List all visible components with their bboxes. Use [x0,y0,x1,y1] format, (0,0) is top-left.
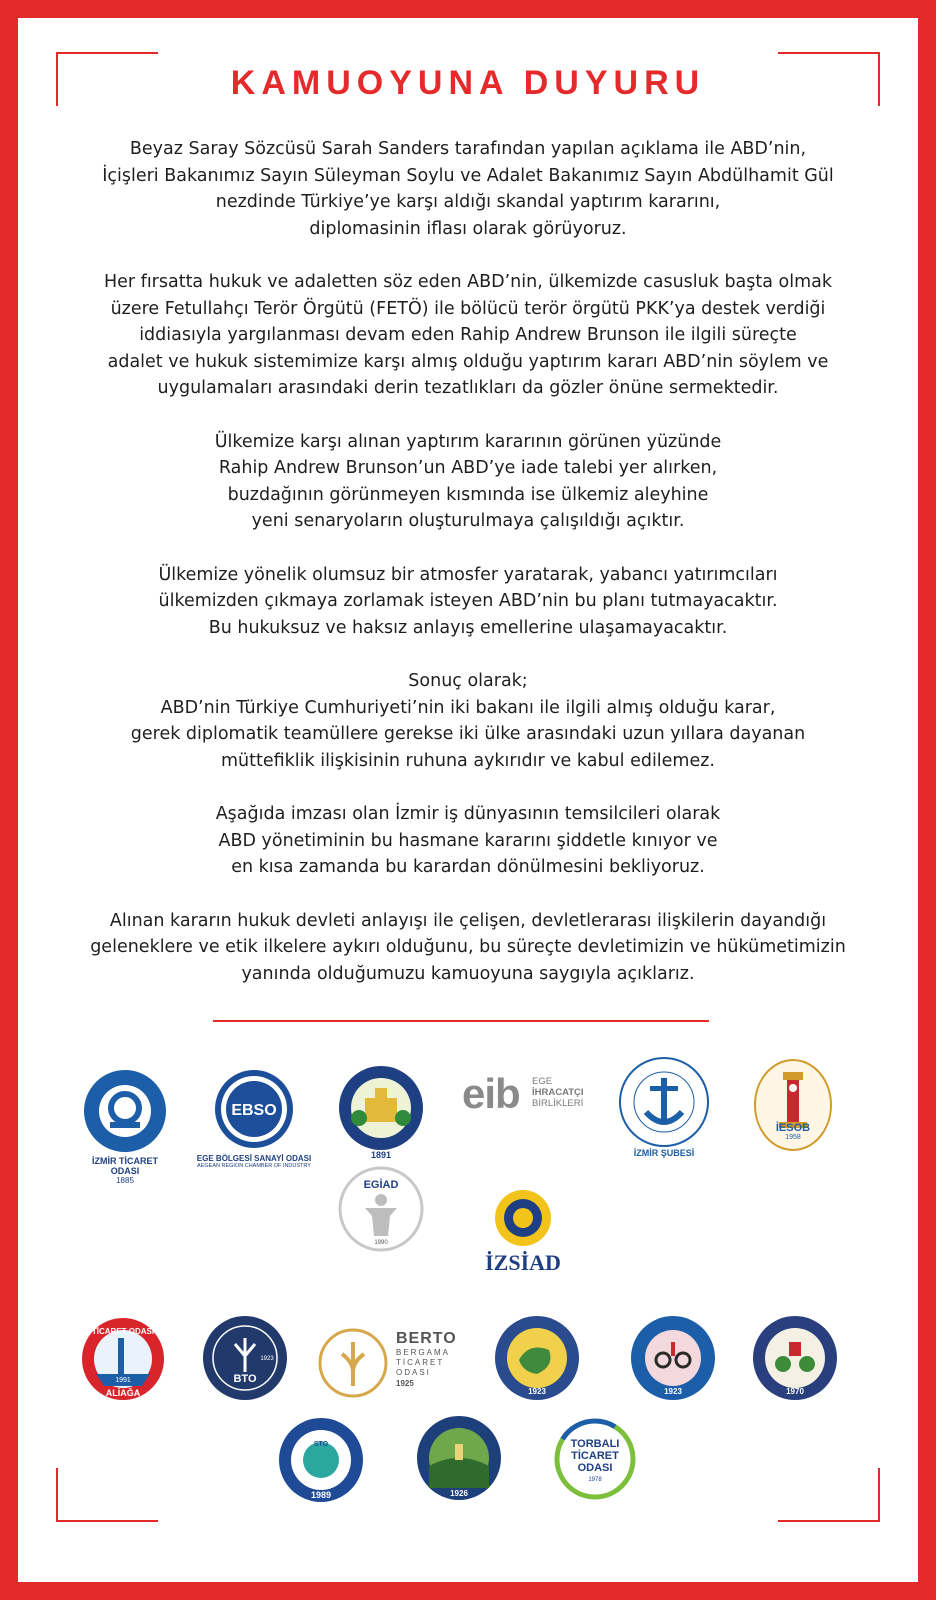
text-line: buzdağının görünmeyen kısmında ise ülkemiz aleyhine [227,484,709,505]
text-line: gerek diplomatik teamüllere gerekse iki ülke arasındaki uzun yıllara dayanan [130,724,806,744]
berto-line: TİCARET [396,1358,445,1367]
logo-caption-en: AEGEAN REGION CHAMBER OF INDUSTRY [197,1163,311,1169]
egiad-logo [336,1166,426,1252]
berto-line: ODASI [396,1368,431,1377]
berto-wheat-icon [318,1328,388,1398]
text-line: ABD’nin Türkiye Cumhuriyeti’nin iki bakanı ile ilgili almış olduğu karar, [160,697,776,718]
ebso-logo [192,1068,316,1169]
text-line: Ülkemize yönelik olumsuz bir atmosfer yaratarak, yabancı yatırımcıları [158,564,778,585]
paragraph [78,908,858,988]
logo-year: 1923 [528,1387,546,1396]
izmir-ticaret-odasi-logo [80,1068,170,1185]
text-line: Her fırsatta hukuk ve adaletten söz eden ABD’nin, ülkemizde casusluk başta olmak [103,272,833,292]
bayindir-emblem-icon [201,1314,289,1402]
text-line: iddiasıyla yargılanması devam eden Rahip Andrew Brunson ile ilgili süreçte [139,325,797,345]
logo-year: 1926 [450,1489,468,1498]
text-line: müttefiklik ilişkisinin ruhuna aykırıdır ve kabul edilemez. [221,750,715,771]
logo-branch: İZMİR ŞUBESİ [633,1148,695,1158]
selcuk-emblem-icon [277,1416,365,1504]
selcuk-ticaret-odasi-logo [276,1416,366,1504]
text-line: en kısa zamanda bu karardan dönülmesini bekliyoruz. [231,857,705,877]
aliaga-emblem-icon [80,1316,166,1402]
egiad-abbr: EGİAD [363,1179,399,1191]
aliaga-name: TİCARET ODASI [91,1327,155,1336]
logo-year: 1958 [785,1134,801,1141]
logo-year: 1970 [786,1387,804,1396]
text-line: Bu hukuksuz ve haksız anlayış emellerine ulaşamayacaktır. [208,617,728,638]
eib-line: İHRACATÇI [532,1087,584,1098]
logo-caption: İZMİR TİCARET ODASI [92,1156,158,1176]
izmir-ticaret-borsasi-emblem-icon [337,1064,425,1152]
aliaga-place: ALİAĞA [105,1388,141,1398]
logo-year: 1991 [115,1377,131,1384]
imeak-deniz-ticaret-odasi-logo [614,1056,714,1158]
berto-line: BERGAMA [396,1348,451,1357]
text-line: Sonuç olarak; [408,671,528,691]
text-line: üzere Fetullahçı Terör Örgütü (FETÖ) ile bölücü terör örgütü PKK’ya destek verdiği [110,298,826,319]
text-line: Aşağıda imzası olan İzmir iş dünyasının temsilcileri olarak [215,804,721,824]
logo-year: 1923 [664,1387,682,1396]
eib-text [532,1076,584,1109]
paragraph [78,668,858,774]
text-line: Beyaz Saray Sözcüsü Sarah Sanders tarafından yapılan açıklama ile ABD’nin, [129,139,807,159]
odemis-oda-emblem-icon [629,1314,717,1402]
berto-logo [318,1328,468,1398]
text-line: uygulamaları arasındaki derin tezatlıkları da gözler önüne sermektedir. [157,378,779,398]
text-line: yanında olduğumuzu kamuoyuna saygıyla açıklarız. [241,963,695,984]
egiad-figure-icon [338,1166,424,1252]
text-line: İçişleri Bakanımız Sayın Süleyman Soylu ve Adalet Bakanımız Sayın Abdülhamit Gül [102,165,834,186]
text-line: Rahip Andrew Brunson’un ABD’ye iade talebi yer alırken, [218,458,718,478]
paragraph [78,136,858,242]
paragraph [78,429,858,535]
text-line: Alınan kararın hukuk devleti anlayışı ile çelişen, devletlerarası ilişkilerin dayandığı [109,910,827,931]
logo-caption: EGE BÖLGESİ SANAYİ ODASI [196,1154,312,1163]
announcement-body [78,136,858,1014]
paragraph [78,801,858,881]
torbali-text [550,1438,640,1486]
eib-line: BİRLİKLERİ [532,1098,584,1109]
torbali-line: TİCARET [571,1450,619,1462]
logo-year: 1978 [588,1477,602,1483]
ebso-gear-icon [213,1068,295,1150]
menemen-ticaret-odasi-logo [492,1314,582,1402]
section-divider [213,1020,709,1022]
text-line: geleneklere ve etik ilkelere aykırı olduğunu, bu süreçte devletimizin ve hükümetimizin [90,937,846,957]
torbali-line: TORBALI [570,1438,620,1450]
text-line: ülkemizden çıkmaya zorlamak isteyen ABD’nin bu planı tutmayacaktır. [158,591,778,611]
bto-abbr: BTO [233,1373,257,1385]
eib-line: EGE [532,1076,553,1087]
berto-text [396,1330,457,1390]
izsiad-sun-gear-icon [493,1188,553,1248]
text-line: diplomasinin iflası olarak görüyoruz. [309,218,627,239]
logo-year: 1990 [374,1240,388,1246]
iesob-abbr: İESOB [775,1122,811,1134]
text-line: nezdinde Türkiye’ye karşı aldığı skandal yaptırım kararını, [215,192,721,212]
torbali-line: ODASI [577,1462,613,1474]
ebso-abbr: EBSO [231,1102,277,1119]
text-line: Ülkemize karşı alınan yaptırım kararının görünen yüzünde [214,431,722,452]
odemis-ticaret-borsasi-logo [750,1314,840,1402]
izsiad-logo [480,1188,566,1276]
eib-abbr: eib [462,1070,520,1117]
bayindir-ticaret-odasi-logo [200,1314,290,1402]
anchor-emblem-icon [618,1056,710,1148]
berto-abbr: BERTO [396,1330,457,1347]
odemis-borsa-emblem-icon [751,1314,839,1402]
text-line: yeni senaryoların oluşturulmaya çalışıldığı açıktır. [251,511,685,531]
aliaga-ticaret-odasi-logo [78,1316,168,1402]
logo-year: 1925 [396,1379,414,1388]
corner-bracket-bottom-right [778,1468,880,1522]
izmir-ticaret-borsasi-logo [336,1064,426,1160]
logo-year: 1989 [310,1490,332,1500]
torbali-ticaret-odasi-logo [550,1416,640,1502]
corner-bracket-bottom-left [56,1468,158,1522]
paragraph [78,562,858,642]
sto-abbr: STO [313,1441,329,1448]
tire-ticaret-odasi-logo [414,1414,504,1502]
odemis-ticaret-odasi-logo [628,1314,718,1402]
iesob-logo [750,1058,836,1171]
eib-logo [462,1070,592,1120]
logo-year: 1923 [260,1356,274,1362]
tire-emblem-icon [415,1414,503,1502]
logo-year: 1891 [370,1150,392,1160]
text-line: ABD yönetiminin bu hasmane kararını şiddetle kınıyor ve [218,830,718,851]
logo-year: 1885 [116,1176,134,1185]
izsiad-abbr: İZSİAD [485,1250,561,1275]
announcement-title: KAMUOYUNA DUYURU [230,64,706,102]
text-line: adalet ve hukuk sistemimize karşı almış olduğu yaptırım kararı ABD’nin söylem ve [107,351,829,372]
paragraph [78,269,858,402]
menemen-emblem-icon [493,1314,581,1402]
izmir-ticaret-odasi-emblem-icon [82,1068,168,1154]
